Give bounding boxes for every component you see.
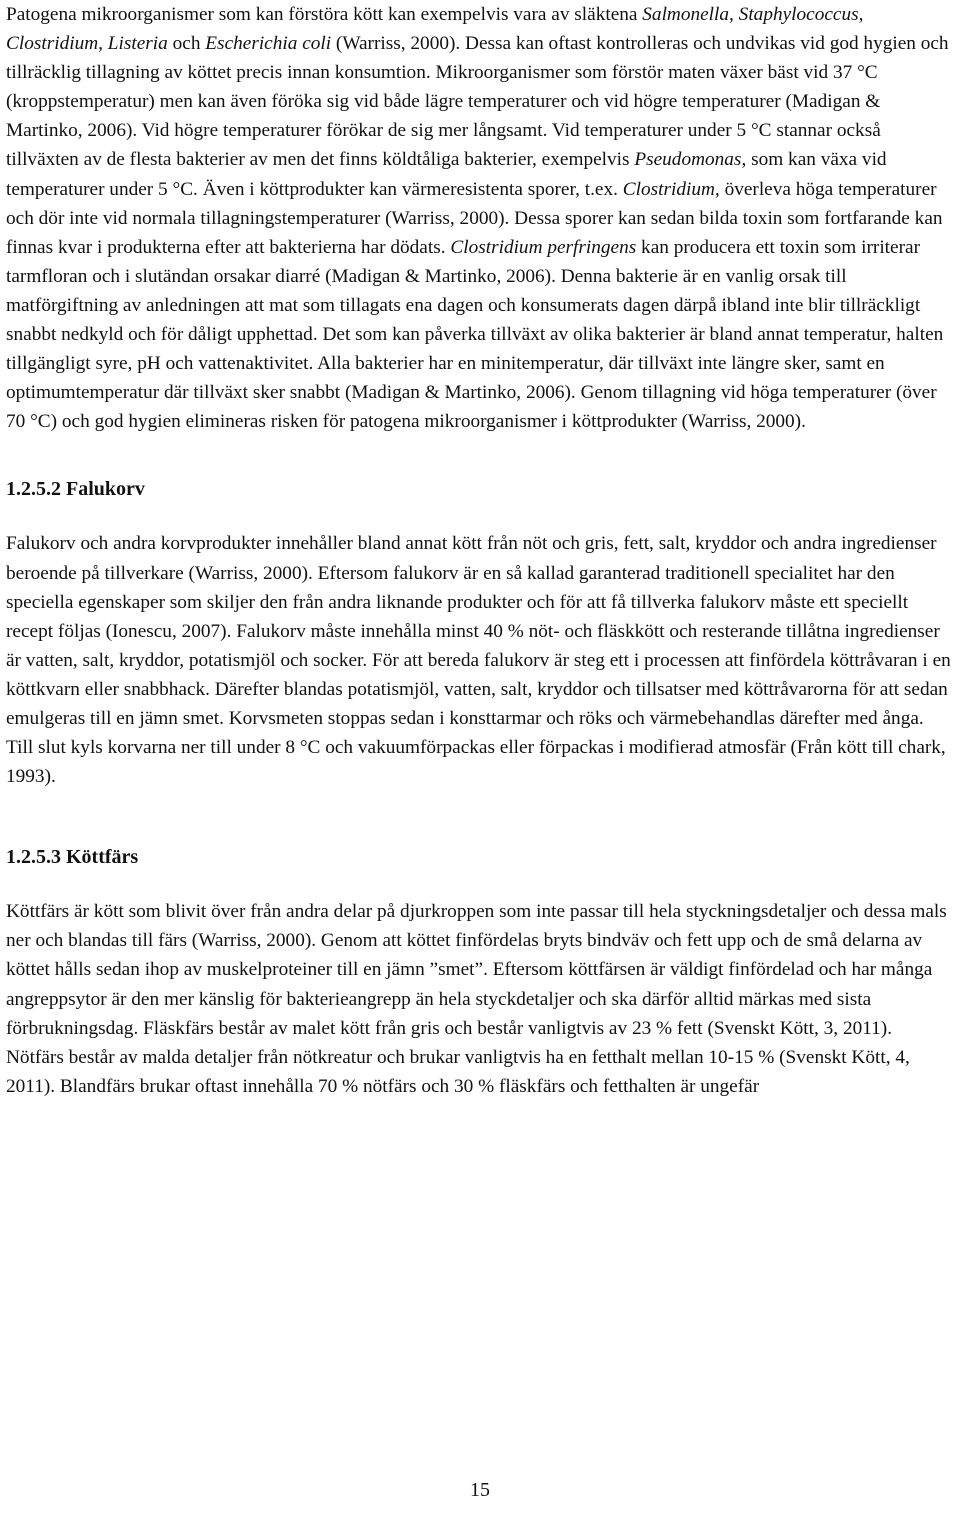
text-run: och	[167, 33, 206, 55]
page-number: 15	[470, 1479, 490, 1501]
section-heading-kottfars: 1.2.5.3 Köttfärs	[6, 846, 139, 869]
italic-species-list: Salmonella, Staphylococcus, Clostridium, Listeria	[6, 4, 864, 55]
text-run: Patogena mikroorganismer som kan förstöra kött kan exempelvis vara av släktena	[6, 4, 643, 25]
section-heading-falukorv: 1.2.5.2 Falukorv	[6, 478, 145, 501]
paragraph-kottfars: Köttfärs är kött som blivit över från andra delar på djurkroppen som inte passar till hela styckningsdetaljer och dessa mals ner och blandas till färs (Warriss, 2000). Genom att köttet finfördelas bryts bindväv och fett upp och de små delarna av köttet hålls sedan ihop av muskelproteiner till en jämn ”smet”. Eftersom köttfärsen är väldigt finfördelad och har många angreppsytor är den mer känslig för bakterieangrepp än hela styckdetaljer och ska därför alltid märkas med sista förbrukningsdag. Fläskfärs består av malet kött från gris och består vanligtvis av 23 % fett (Svenskt Kött, 3, 2011). Nötfärs består av malda detaljer från nötkreatur och brukar vanligtvis ha en fetthalt mellan 10-15 % (Svenskt Kött, 4, 2011). Blandfärs brukar oftast innehålla 70 % nötfärs och 30 % fläskfärs och fetthalten är ungefär	[6, 901, 947, 1097]
italic-species-pseudomonas: Pseudomonas	[634, 149, 742, 171]
text-run: , som kan växa vid temperaturer under 5 °C. Även i köttprodukter kan värmeresistenta sporer, t.ex.	[6, 149, 887, 200]
italic-species-clostridium: Clostridium,	[622, 178, 720, 200]
paragraph-pathogens	[6, 0, 952, 436]
paragraph-falukorv: Falukorv och andra korvprodukter innehåller bland annat kött från nöt och gris, fett, salt, kryddor och andra ingredienser beroende på tillverkare (Warriss, 2000). Eftersom falukorv är en så kallad garanterad traditionell specialitet har den speciella egenskaper som skiljer den från andra liknande produkter och för att få tillverka falukorv måste ett speciellt recept följas (Ionescu, 2007). Falukorv måste innehålla minst 40 % nöt- och fläskkött och resterande tillåtna ingredienser är vatten, salt, kryddor, potatismjöl och socker. För att bereda falukorv är steg ett i processen att finfördela köttråvaran i en köttkvarn eller snabbhack. Därefter blandas potatismjöl, vatten, salt, kryddor och tillsatser med köttråvarorna för att sedan emulgeras till en jämn smet. Korvsmeten stoppas sedan i konsttarmar och röks och värmebehandlas därefter med ånga. Till slut kyls korvarna ner till under 8 °C och vakuumförpackas eller förpackas i modifierad atmosfär (Från kött till chark, 1993).	[6, 533, 951, 788]
italic-species-perfringens: Clostridium perfringens	[450, 236, 637, 258]
italic-species-ecoli: Escherichia coli	[205, 33, 332, 55]
text-run: (Warriss, 2000). Dessa kan oftast kontrolleras och undvikas vid god hygien och tillräcklig tillagning av köttet precis innan konsumtion. Mikroorganismer som förstör maten växer bäst vid 37 °C (kroppstemperatur) men kan även föröka sig vid både lägre temperaturer och vid högre temperaturer (Madigan & Martinko, 2006). Vid högre temperaturer förökar de sig mer långsamt. Vid temperaturer under 5 °C stannar också tillväxten av de flesta bakterier av men det finns köldtåliga bakterier, exempelvis	[6, 33, 949, 171]
text-run: kan producera ett toxin som irriterar tarmfloran och i slutändan orsakar diarré (Madigan & Martinko, 2006). Denna bakterie är en vanlig orsak till matförgiftning av anledningen att mat som tillagats ena dagen och konsumerats dagen därpå ibland inte blir tillräckligt snabbt nedkyld och för dåligt upphettad. Det som kan påverka tillväxt av olika bakterier är bland annat temperatur, halten tillgängligt syre, pH och vattenaktivitet. Alla bakterier har en minitemperatur, där tillväxt inte längre sker, samt en optimumtemperatur där tillväxt sker snabbt (Madigan & Martinko, 2006). Genom tillagning vid höga temperaturer (över 70 °C) och god hygien elimineras risken för patogena mikroorganismer i köttprodukter (Warriss, 2000).	[6, 236, 944, 433]
document-page	[6, 0, 952, 1101]
text-run: överleva höga temperaturer och dör inte vid normala tillagningstemperaturer (Warriss, 2000). Dessa sporer kan sedan bilda toxin som fortfarande kan finnas kvar i produkterna efter att bakterierna har dödats.	[6, 178, 943, 258]
